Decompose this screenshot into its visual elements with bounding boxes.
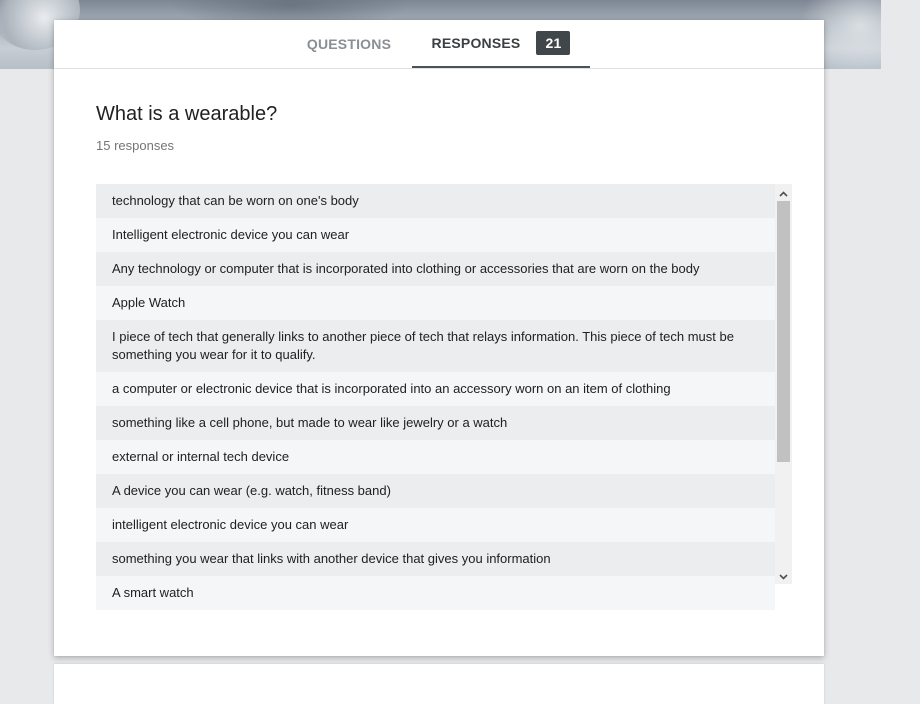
scrollbar[interactable] bbox=[775, 184, 792, 584]
tab-bar bbox=[54, 20, 824, 69]
next-card bbox=[54, 664, 824, 704]
tab-responses[interactable] bbox=[412, 20, 590, 68]
list-item: Intelligent electronic device you can wear bbox=[96, 218, 775, 252]
question-title: What is a wearable? bbox=[96, 103, 278, 125]
list-item: something like a cell phone, but made to wear like jewelry or a watch bbox=[96, 406, 775, 440]
list-item: I piece of tech that generally links to another piece of tech that relays information. This piece of tech must be something you wear for it to qualify. bbox=[96, 320, 775, 372]
response-count: 15 responses bbox=[96, 138, 175, 153]
tab-questions[interactable] bbox=[290, 20, 408, 68]
list-item: A smart watch bbox=[96, 576, 775, 610]
scrollbar-thumb[interactable] bbox=[777, 201, 790, 462]
list-item: Any technology or computer that is incorporated into clothing or accessories that are worn on the body bbox=[96, 252, 775, 286]
form-card bbox=[54, 20, 824, 656]
responses-list-container bbox=[96, 184, 792, 600]
tab-questions-label: QUESTIONS bbox=[306, 36, 392, 52]
scroll-up-button[interactable] bbox=[775, 184, 792, 201]
responses-list[interactable] bbox=[96, 184, 775, 600]
list-item: something you wear that links with another device that gives you information bbox=[96, 542, 775, 576]
list-item: external or internal tech device bbox=[96, 440, 775, 474]
tab-responses-label: RESPONSES bbox=[431, 35, 521, 51]
list-item: intelligent electronic device you can wear bbox=[96, 508, 775, 542]
list-item: a computer or electronic device that is incorporated into an accessory worn on an item of clothing bbox=[96, 372, 775, 406]
list-item: technology that can be worn on one's body bbox=[96, 184, 775, 218]
chevron-up-icon bbox=[779, 184, 788, 202]
list-item: A device you can wear (e.g. watch, fitness band) bbox=[96, 474, 775, 508]
list-item: Apple Watch bbox=[96, 286, 775, 320]
chevron-down-icon bbox=[779, 567, 788, 585]
scroll-down-button[interactable] bbox=[775, 567, 792, 584]
responses-count-badge: 21 bbox=[536, 31, 570, 55]
